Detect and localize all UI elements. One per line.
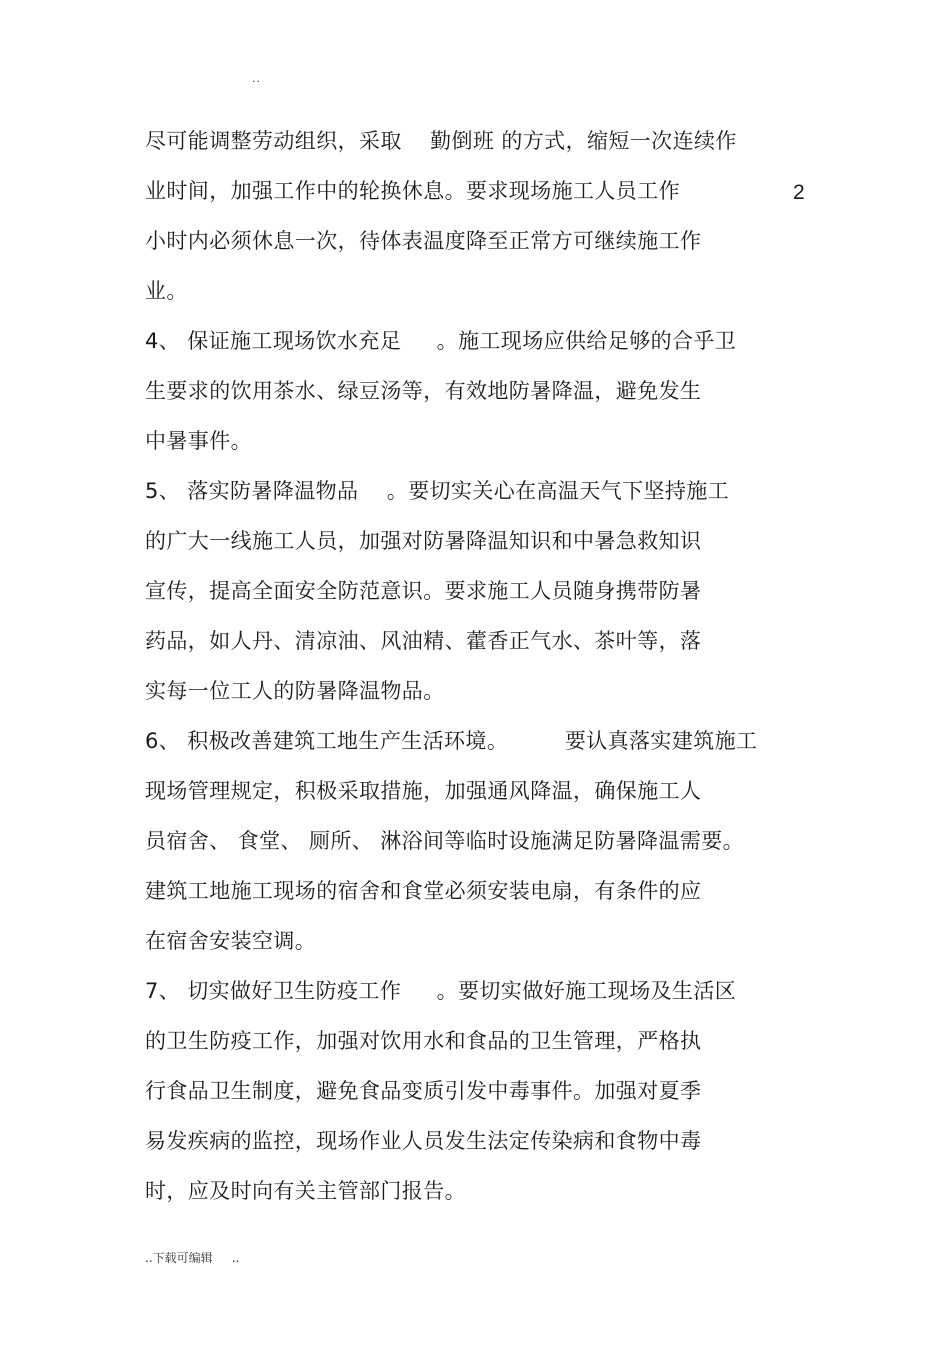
paragraph-line: 员宿舍、 食堂、 厕所、 淋浴间等临时设施满足防暑降温需要。 xyxy=(145,829,745,853)
section-6-heading-line: 6、 积极改善建筑工地生产生活环境。 要认真落实建筑施工 xyxy=(145,729,758,753)
paragraph-line: 小时内必须休息一次，待体表温度降至正常方可继续施工作 xyxy=(145,229,702,253)
paragraph-line: 的广大一线施工人员，加强对防暑降温知识和中暑急救知识 xyxy=(145,529,702,553)
paragraph-line: 建筑工地施工现场的宿舍和食堂必须安装电扇，有条件的应 xyxy=(145,879,702,903)
paragraph-line: 业时间，加强工作中的轮换休息。要求现场施工人员工作 xyxy=(145,179,680,203)
paragraph-line: 的卫生防疫工作，加强对饮用水和食品的卫生管理，严格执 xyxy=(145,1029,702,1053)
paragraph-line: 行食品卫生制度，避免食品变质引发中毒事件。加强对夏季 xyxy=(145,1079,702,1103)
footer-note: ..下载可编辑 .. xyxy=(145,1251,240,1265)
section-4-heading-line: 4、 保证施工现场饮水充足 。施工现场应供给足够的合乎卫 xyxy=(145,329,737,353)
section-7-heading-line: 7、 切实做好卫生防疫工作 。要切实做好施工现场及生活区 xyxy=(145,979,737,1003)
section-5-heading-line: 5、 落实防暑降温物品 。要切实关心在高温天气下坚持施工 xyxy=(145,479,730,503)
paragraph-line: 在宿舍安装空调。 xyxy=(145,929,317,953)
paragraph-line: 中暑事件。 xyxy=(145,429,252,453)
paragraph-line: 易发疾病的监控，现场作业人员发生法定传染病和食物中毒 xyxy=(145,1129,702,1153)
paragraph-line: 药品，如人丹、清凉油、风油精、藿香正气水、茶叶等，落 xyxy=(145,629,702,653)
header-mark: .. xyxy=(252,72,261,85)
paragraph-line: 时，应及时向有关主管部门报告。 xyxy=(145,1179,466,1203)
paragraph-line: 实每一位工人的防暑降温物品。 xyxy=(145,679,445,703)
line-number-note: 2 xyxy=(793,181,805,204)
paragraph-line: 尽可能调整劳动组织，采取 勤倒班 的方式，缩短一次连续作 xyxy=(145,129,737,153)
paragraph-line: 业。 xyxy=(145,279,188,303)
paragraph-line: 现场管理规定，积极采取措施，加强通风降温，确保施工人 xyxy=(145,779,702,803)
paragraph-line: 生要求的饮用茶水、绿豆汤等，有效地防暑降温，避免发生 xyxy=(145,379,702,403)
paragraph-line: 宣传，提高全面安全防范意识。要求施工人员随身携带防暑 xyxy=(145,579,702,603)
